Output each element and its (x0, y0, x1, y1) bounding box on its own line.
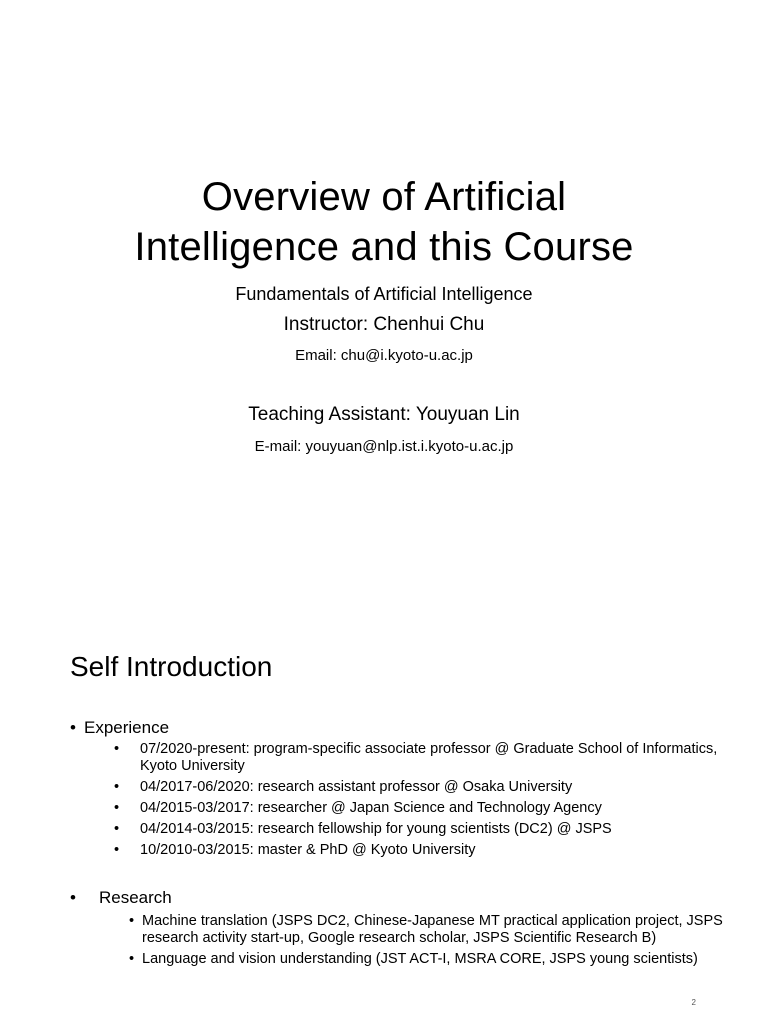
experience-list (84, 741, 728, 859)
slide-title-line-2: Intelligence and this Course (134, 225, 634, 269)
list-item (84, 821, 728, 838)
research-item: Machine translation (JSPS DC2, Chinese-Japanese MT practical application project, JSPS research activity start-up, Google research scholar, JSPS Scientific Research B) (142, 913, 723, 946)
instructor-name: Instructor: Chenhui Chu (283, 314, 485, 335)
page-number: 2 (691, 998, 696, 1007)
list-item (99, 913, 728, 947)
experience-label: Experience (84, 718, 170, 737)
course-subtitle: Fundamentals of Artificial Intelligence (235, 284, 533, 304)
bullet-icon: • (129, 913, 135, 929)
bullet-icon: • (114, 800, 120, 816)
bullet-icon: • (114, 741, 120, 757)
section-title: Self Introduction (70, 651, 273, 682)
bullet-icon: • (70, 718, 76, 737)
research-item: Language and vision understanding (JST ACT-I, MSRA CORE, JSPS young scientists) (142, 951, 698, 967)
slide-title-line-1: Overview of Artificial (201, 175, 567, 219)
teaching-assistant-email: E-mail: youyuan@nlp.ist.i.kyoto-u.ac.jp (254, 438, 514, 455)
list-item (84, 842, 728, 859)
bullet-icon: • (129, 951, 135, 967)
bullet-icon: • (114, 779, 120, 795)
list-item (84, 800, 728, 817)
research-heading (70, 888, 728, 968)
list-item (84, 741, 728, 775)
experience-item: 10/2010-03/2015: master & PhD @ Kyoto University (140, 842, 476, 858)
experience-item: 04/2017-06/2020: research assistant professor @ Osaka University (140, 779, 573, 795)
teaching-assistant-name: Teaching Assistant: Youyuan Lin (248, 404, 520, 425)
bullet-icon: • (114, 821, 120, 837)
experience-heading (70, 718, 728, 859)
experience-item: 07/2020-present: program-specific associate professor @ Graduate School of Informatics, Kyoto University (140, 741, 718, 774)
experience-section (70, 718, 728, 863)
research-list (99, 913, 728, 968)
bullet-icon: • (114, 842, 120, 858)
experience-item: 04/2014-03/2015: research fellowship for young scientists (DC2) @ JSPS (140, 821, 612, 837)
experience-item: 04/2015-03/2017: researcher @ Japan Science and Technology Agency (140, 800, 602, 816)
instructor-email: Email: chu@i.kyoto-u.ac.jp (295, 347, 473, 364)
list-item (84, 779, 728, 796)
self-introduction-slide (0, 620, 768, 1024)
list-item (99, 951, 728, 968)
research-section (70, 888, 728, 972)
bullet-icon: • (70, 888, 76, 907)
slide-title (0, 172, 768, 272)
research-label: Research (99, 888, 172, 907)
